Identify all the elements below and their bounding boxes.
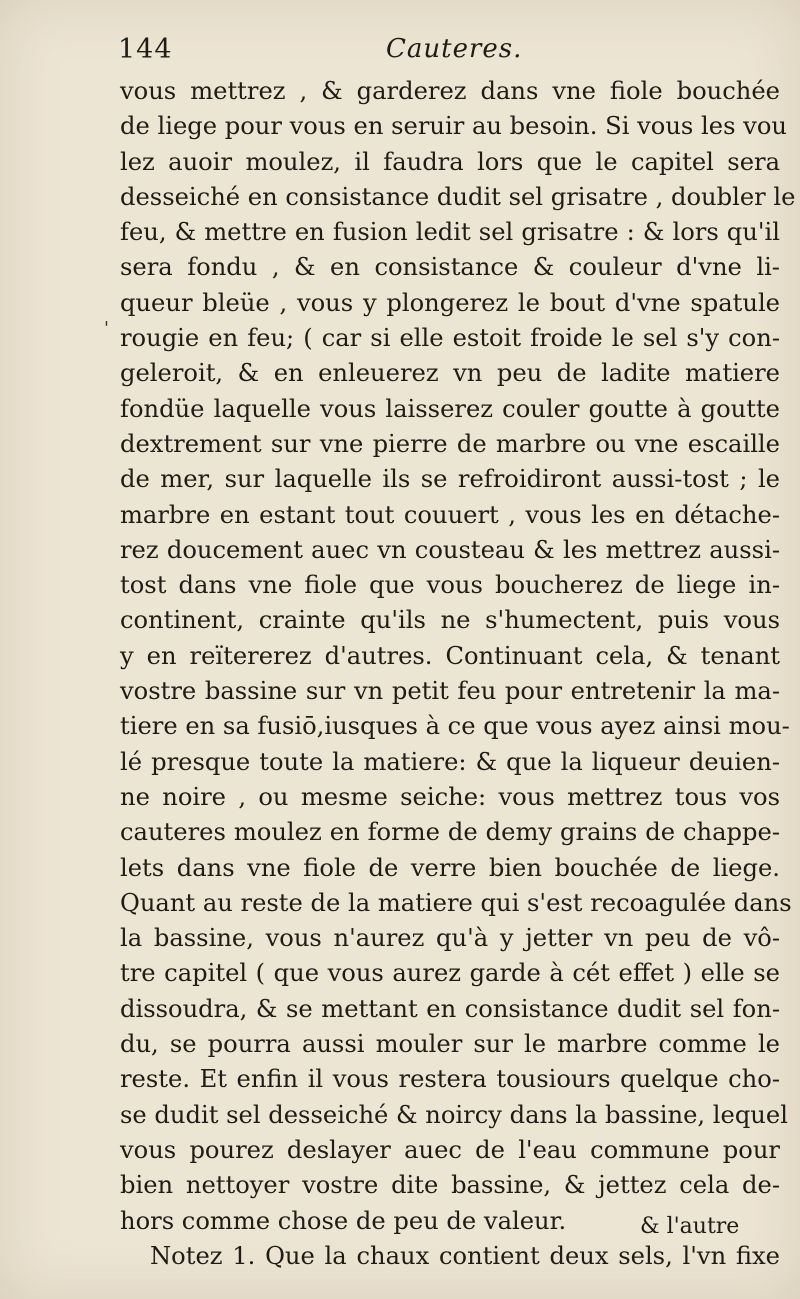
text-line: tiere en sa fusiō,iusques à ce que vous ayez ainsi mou- xyxy=(120,712,790,741)
text-line: vous mettrez , & garderez dans vne fiole bouchée xyxy=(120,77,780,105)
text-line: de mer, sur laquelle ils se refroidiront aussi-tost ; le xyxy=(120,465,780,494)
body-text xyxy=(120,74,796,1274)
text-line: bien nettoyer vostre dite bassine, & jettez cela de- xyxy=(120,1171,780,1200)
text-line: de liege pour vous en seruir au besoin. Si vous les vou xyxy=(120,112,787,141)
text-line: vostre bassine sur vn petit feu pour entretenir la ma- xyxy=(120,677,780,706)
text-line: tost dans vne fiole que vous boucherez de liege in- xyxy=(120,571,780,600)
text-line: rez doucement auec vn cousteau & les mettrez aussi- xyxy=(120,535,780,564)
text-line: y en reïtererez d'autres. Continuant cela, & tenant xyxy=(120,641,780,670)
text-line: vous pourez deslayer auec de l'eau commune pour xyxy=(120,1135,780,1164)
text-line: cauteres moulez en forme de demy grains de chappe- xyxy=(120,818,780,847)
text-line: marbre en estant tout couuert , vous les en détache- xyxy=(120,500,780,529)
text-line: lé presque toute la matiere: & que la liqueur deuien- xyxy=(120,747,780,776)
page-number: 144 xyxy=(118,34,173,65)
margin-mark: ' xyxy=(104,318,109,339)
catchword: & l'autre xyxy=(640,1214,740,1239)
text-line: ne noire , ou mesme seiche: vous mettrez tous vos xyxy=(120,782,780,811)
text-line: feu, & mettre en fusion ledit sel grisatre : & lors qu'il xyxy=(120,218,780,247)
running-head: Cauteres. xyxy=(386,34,523,64)
text-line: sera fondu , & en consistance & couleur d'vne li- xyxy=(120,253,780,282)
page-header xyxy=(118,34,778,74)
text-line: lets dans vne fiole de verre bien bouchée de liege. xyxy=(120,853,780,882)
text-line: la bassine, vous n'aurez qu'à y jetter vn peu de vô- xyxy=(120,924,780,953)
text-line: du, se pourra aussi mouler sur le marbre comme le xyxy=(120,1030,780,1059)
text-line: rougie en feu; ( car si elle estoit froide le sel s'y con- xyxy=(120,324,780,353)
text-line: reste. Et enfin il vous restera tousiours quelque cho- xyxy=(120,1065,780,1094)
text-line: dextrement sur vne pierre de marbre ou vne escaille xyxy=(120,429,780,458)
text-line: desseiché en consistance dudit sel grisatre , doubler le xyxy=(120,182,796,211)
text-line: Notez 1. Que la chaux contient deux sels, l'vn fixe xyxy=(150,1241,780,1270)
text-line: continent, crainte qu'ils ne s'humectent, puis vous xyxy=(120,606,780,635)
text-line: se dudit sel desseiché & noircy dans la bassine, lequel xyxy=(120,1100,788,1129)
text-line: geleroit, & en enleuerez vn peu de ladite matiere xyxy=(120,359,780,388)
text-line: tre capitel ( que vous aurez garde à cét effet ) elle se xyxy=(120,959,780,988)
text-line: Quant au reste de la matiere qui s'est recoagulée dans xyxy=(120,888,792,917)
text-line: hors comme chose de peu de valeur. xyxy=(120,1206,567,1235)
text-line: lez auoir moulez, il faudra lors que le capitel sera xyxy=(120,147,780,176)
text-line: fondüe laquelle vous laisserez couler goutte à goutte xyxy=(120,394,780,423)
text-line: dissoudra, & se mettant en consistance dudit sel fon- xyxy=(120,994,780,1023)
text-line: queur bleüe , vous y plongerez le bout d'vne spatule xyxy=(120,288,780,317)
